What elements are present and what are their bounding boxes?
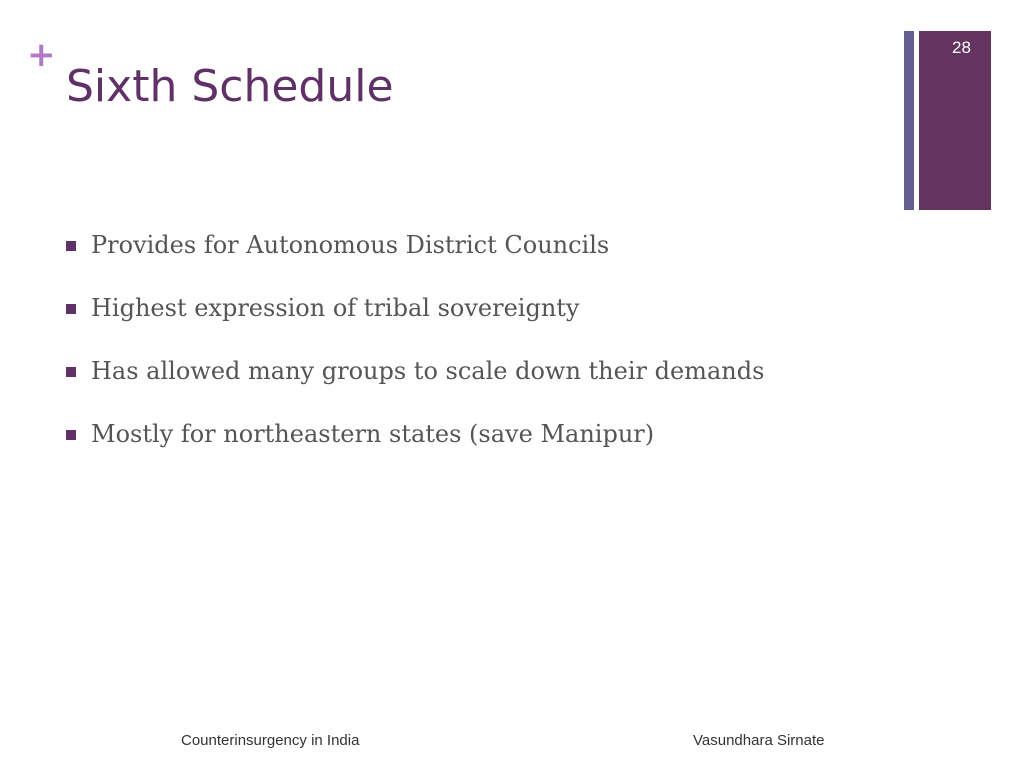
plus-icon: + — [27, 35, 56, 75]
square-bullet-icon — [66, 304, 76, 314]
bullet-list — [66, 226, 764, 478]
bullet-text: Has allowed many groups to scale down their demands — [91, 357, 765, 385]
bullet-item — [66, 352, 764, 415]
footer-left-text: Counterinsurgency in India — [181, 732, 360, 749]
bullet-text: Provides for Autonomous District Councils — [91, 231, 610, 259]
square-bullet-icon — [66, 241, 76, 251]
bullet-item — [66, 226, 764, 289]
bullet-text: Mostly for northeastern states (save Manipur) — [91, 420, 655, 448]
square-bullet-icon — [66, 430, 76, 440]
bullet-item — [66, 415, 764, 478]
slide-title: Sixth Schedule — [66, 61, 394, 112]
footer-right-text: Vasundhara Sirnate — [693, 732, 825, 749]
square-bullet-icon — [66, 367, 76, 377]
accent-bar-thin — [904, 31, 914, 210]
bullet-text: Highest expression of tribal sovereignty — [91, 294, 580, 322]
bullet-item — [66, 289, 764, 352]
slide-number: 28 — [952, 38, 971, 57]
